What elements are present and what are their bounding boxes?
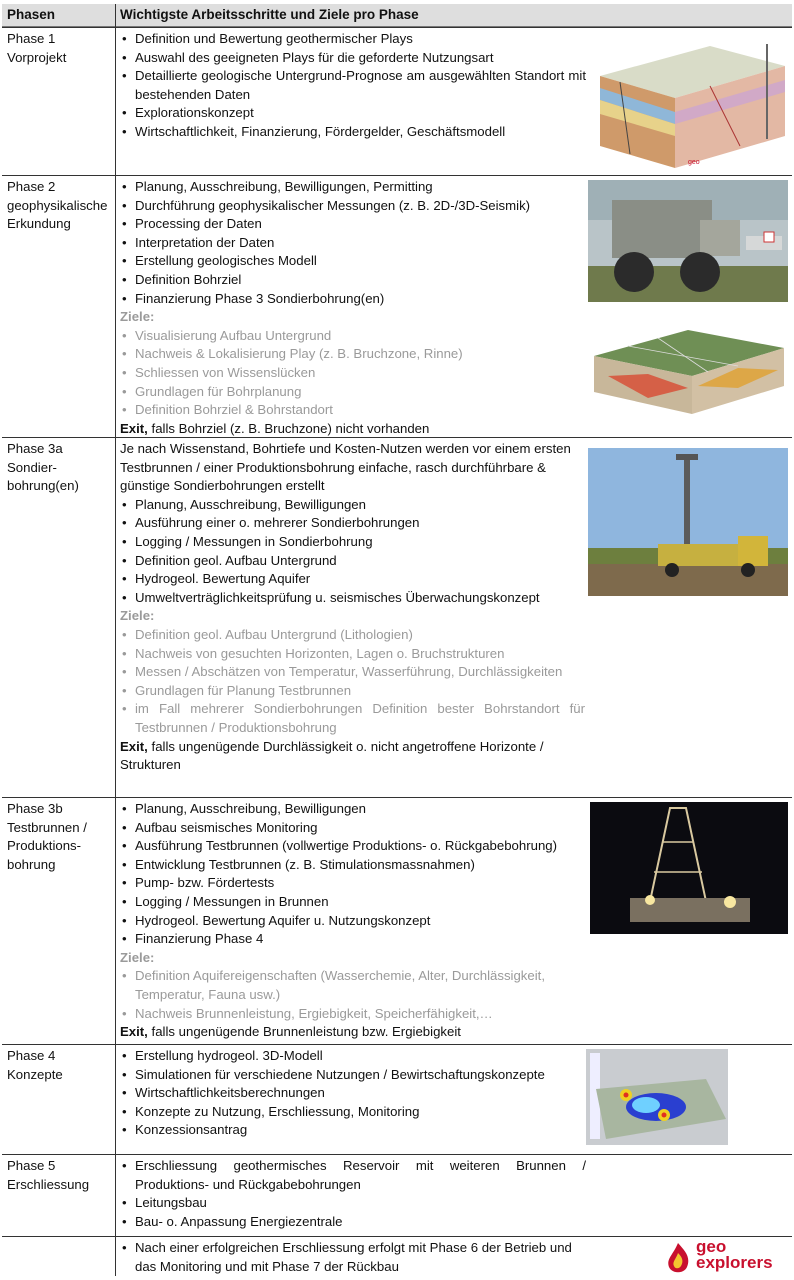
list-item: • Nachweis Brunnenleistung, Ergiebigkeit, Speicherfähigkeit,… xyxy=(120,1005,586,1024)
list-item: • Interpretation der Daten xyxy=(120,234,590,253)
svg-text:geo: geo xyxy=(688,159,700,166)
phase-5-label: Phase 5 Erschliessung xyxy=(7,1158,90,1192)
ziele-heading: Ziele: xyxy=(120,608,155,624)
drilling-rig-image xyxy=(588,448,788,596)
list-item: • Aufbau seismisches Monitoring xyxy=(120,819,586,838)
phase-2-label: Phase 2 geophysikalische Erkundung xyxy=(7,179,108,232)
list-item: • Definition geol. Aufbau Untergrund xyxy=(120,552,585,571)
list-item: • Nach einer erfolgreichen Erschliessung erfolgt mit Phase 6 der Betrieb und das Monitoring und mit Phase 7 der Rückbau xyxy=(120,1239,586,1276)
list-item: • Nachweis von gesuchten Horizonten, Lagen o. Bruchstrukturen xyxy=(120,645,585,664)
geology-block-image xyxy=(590,36,790,172)
exit-label: Exit, xyxy=(120,738,148,754)
list-item: • Bau- o. Anpassung Energiezentrale xyxy=(120,1213,586,1232)
list-item: • Schliessen von Wissenslücken xyxy=(120,364,590,383)
phase-5-content xyxy=(120,1157,586,1231)
geo-explorers-logo xyxy=(663,1239,785,1277)
list-item: • Entwicklung Testbrunnen (z. B. Stimulationsmassnahmen) xyxy=(120,856,586,875)
list-item: • Messen / Abschätzen von Temperatur, Wasserführung, Durchlässigkeiten xyxy=(120,663,585,682)
list-item: • Detaillierte geologische Untergrund-Prognose am ausgewählten Standort mit bestehenden Daten xyxy=(120,67,586,104)
list-item: • Definition geol. Aufbau Untergrund (Lithologien) xyxy=(120,626,585,645)
ziele-heading: Ziele: xyxy=(120,949,155,965)
phase-4-label: Phase 4 Konzepte xyxy=(7,1048,63,1082)
table-header xyxy=(2,4,792,27)
phase-3a-intro: Je nach Wissenstand, Bohrtiefe und Kosten-Nutzen werden vor einem ersten Testbrunnen / einer Produktionsbohrung einfache, rasch durchführbare & günstige Sondierbohrungen erstellt xyxy=(120,441,571,494)
phase-3a-content xyxy=(120,440,585,775)
list-item: • Konzessionsantrag xyxy=(120,1121,586,1140)
phase-4-content xyxy=(120,1047,586,1140)
list-item: • Ausführung Testbrunnen (vollwertige Produktions- o. Rückgabebohrung) xyxy=(120,837,586,856)
phase-6-7-content xyxy=(120,1239,586,1276)
hydrogeology-model-image xyxy=(586,1049,728,1145)
row-phase-3a xyxy=(2,437,792,798)
list-item: • Wirtschaftlichkeit, Finanzierung, Fördergelder, Geschäftsmodell xyxy=(120,123,586,142)
row-phase-4 xyxy=(2,1044,792,1155)
exit-label: Exit, xyxy=(120,420,148,436)
list-item: • Definition Bohrziel xyxy=(120,271,590,290)
list-item: • Planung, Ausschreibung, Bewilligungen xyxy=(120,800,586,819)
list-item: • im Fall mehrerer Sondierbohrungen Definition bester Bohrstandort für Testbrunnen / Produktionsbohrung xyxy=(120,700,585,737)
list-item: • Grundlagen für Planung Testbrunnen xyxy=(120,682,585,701)
list-item: • Explorationskonzept xyxy=(120,104,586,123)
phase-3b-label: Phase 3b Testbrunnen / Produktions- bohrung xyxy=(7,801,87,872)
phase-3b-content xyxy=(120,800,586,1042)
list-item: • Definition Aquifereigenschaften (Wasserchemie, Alter, Durchlässigkeit, Temperatur, Fauna usw.) xyxy=(120,967,586,1004)
flame-logo-icon xyxy=(663,1241,693,1275)
list-item: • Visualisierung Aufbau Untergrund xyxy=(120,327,590,346)
exit-text: falls ungenügende Durchlässigkeit o. nicht angetroffene Horizonte / Strukturen xyxy=(120,738,544,773)
list-item: • Finanzierung Phase 3 Sondierbohrung(en) xyxy=(120,290,590,309)
list-item: • Grundlagen für Bohrplanung xyxy=(120,383,590,402)
exit-text: falls Bohrziel (z. B. Bruchzone) nicht vorhanden xyxy=(151,420,430,436)
exit-line xyxy=(120,1023,586,1042)
list-item: • Definition und Bewertung geothermischer Plays xyxy=(120,30,586,49)
list-item: • Nachweis & Lokalisierung Play (z. B. Bruchzone, Rinne) xyxy=(120,345,590,364)
logo-line-1: geo xyxy=(696,1237,727,1256)
list-item: • Ausführung einer o. mehrerer Sondierbohrungen xyxy=(120,514,585,533)
exit-line xyxy=(120,420,590,439)
drill-tower-night-image xyxy=(590,802,788,934)
exit-text: falls ungenügende Brunnenleistung bzw. Ergiebigkeit xyxy=(151,1024,461,1040)
list-item: • Umweltverträglichkeitsprüfung u. seismisches Überwachungskonzept xyxy=(120,589,585,608)
list-item: • Planung, Ausschreibung, Bewilligungen xyxy=(120,496,585,515)
phase-1-label: Phase 1 Vorprojekt xyxy=(7,31,67,65)
list-item: • Hydrogeol. Bewertung Aquifer u. Nutzungskonzept xyxy=(120,912,586,931)
row-phase-1 xyxy=(2,27,792,176)
list-item: • Logging / Messungen in Brunnen xyxy=(120,893,586,912)
exit-line xyxy=(120,738,585,775)
list-item: • Auswahl des geeigneten Plays für die geforderte Nutzungsart xyxy=(120,49,586,68)
list-item: • Definition Bohrziel & Bohrstandort xyxy=(120,401,590,420)
row-phase-3b xyxy=(2,797,792,1045)
list-item: • Durchführung geophysikalischer Messungen (z. B. 2D-/3D-Seismik) xyxy=(120,197,590,216)
row-phase-2 xyxy=(2,175,792,438)
phase-3a-label: Phase 3a Sondier- bohrung(en) xyxy=(7,441,79,494)
list-item: • Processing der Daten xyxy=(120,215,590,234)
header-arbeitsschritte: Wichtigste Arbeitsschritte und Ziele pro Phase xyxy=(120,7,419,22)
list-item: • Hydrogeol. Bewertung Aquifer xyxy=(120,570,585,589)
list-item: • Erstellung geologisches Modell xyxy=(120,252,590,271)
phase-2-content xyxy=(120,178,590,438)
logo-line-2: explorers xyxy=(696,1253,773,1272)
ziele-heading: Ziele: xyxy=(120,309,155,325)
list-item: • Erstellung hydrogeol. 3D-Modell xyxy=(120,1047,586,1066)
seismic-3d-model-image xyxy=(588,326,788,418)
list-item: • Leitungsbau xyxy=(120,1194,586,1213)
list-item: • Logging / Messungen in Sondierbohrung xyxy=(120,533,585,552)
list-item: • Wirtschaftlichkeitsberechnungen xyxy=(120,1084,586,1103)
phase-1-content xyxy=(120,30,586,142)
list-item: • Finanzierung Phase 4 xyxy=(120,930,586,949)
row-phase-5 xyxy=(2,1154,792,1237)
list-item: • Planung, Ausschreibung, Bewilligungen, Permitting xyxy=(120,178,590,197)
header-phasen: Phasen xyxy=(7,7,56,22)
vibroseis-truck-image xyxy=(588,180,788,302)
list-item: • Konzepte zu Nutzung, Erschliessung, Monitoring xyxy=(120,1103,586,1122)
list-item: • Erschliessung geothermisches Reservoir mit weiteren Brunnen / Produktions- und Rückgabebohrungen xyxy=(120,1157,586,1194)
list-item: • Simulationen für verschiedene Nutzungen / Bewirtschaftungskonzepte xyxy=(120,1066,586,1085)
list-item: • Pump- bzw. Fördertests xyxy=(120,874,586,893)
exit-label: Exit, xyxy=(120,1024,148,1040)
